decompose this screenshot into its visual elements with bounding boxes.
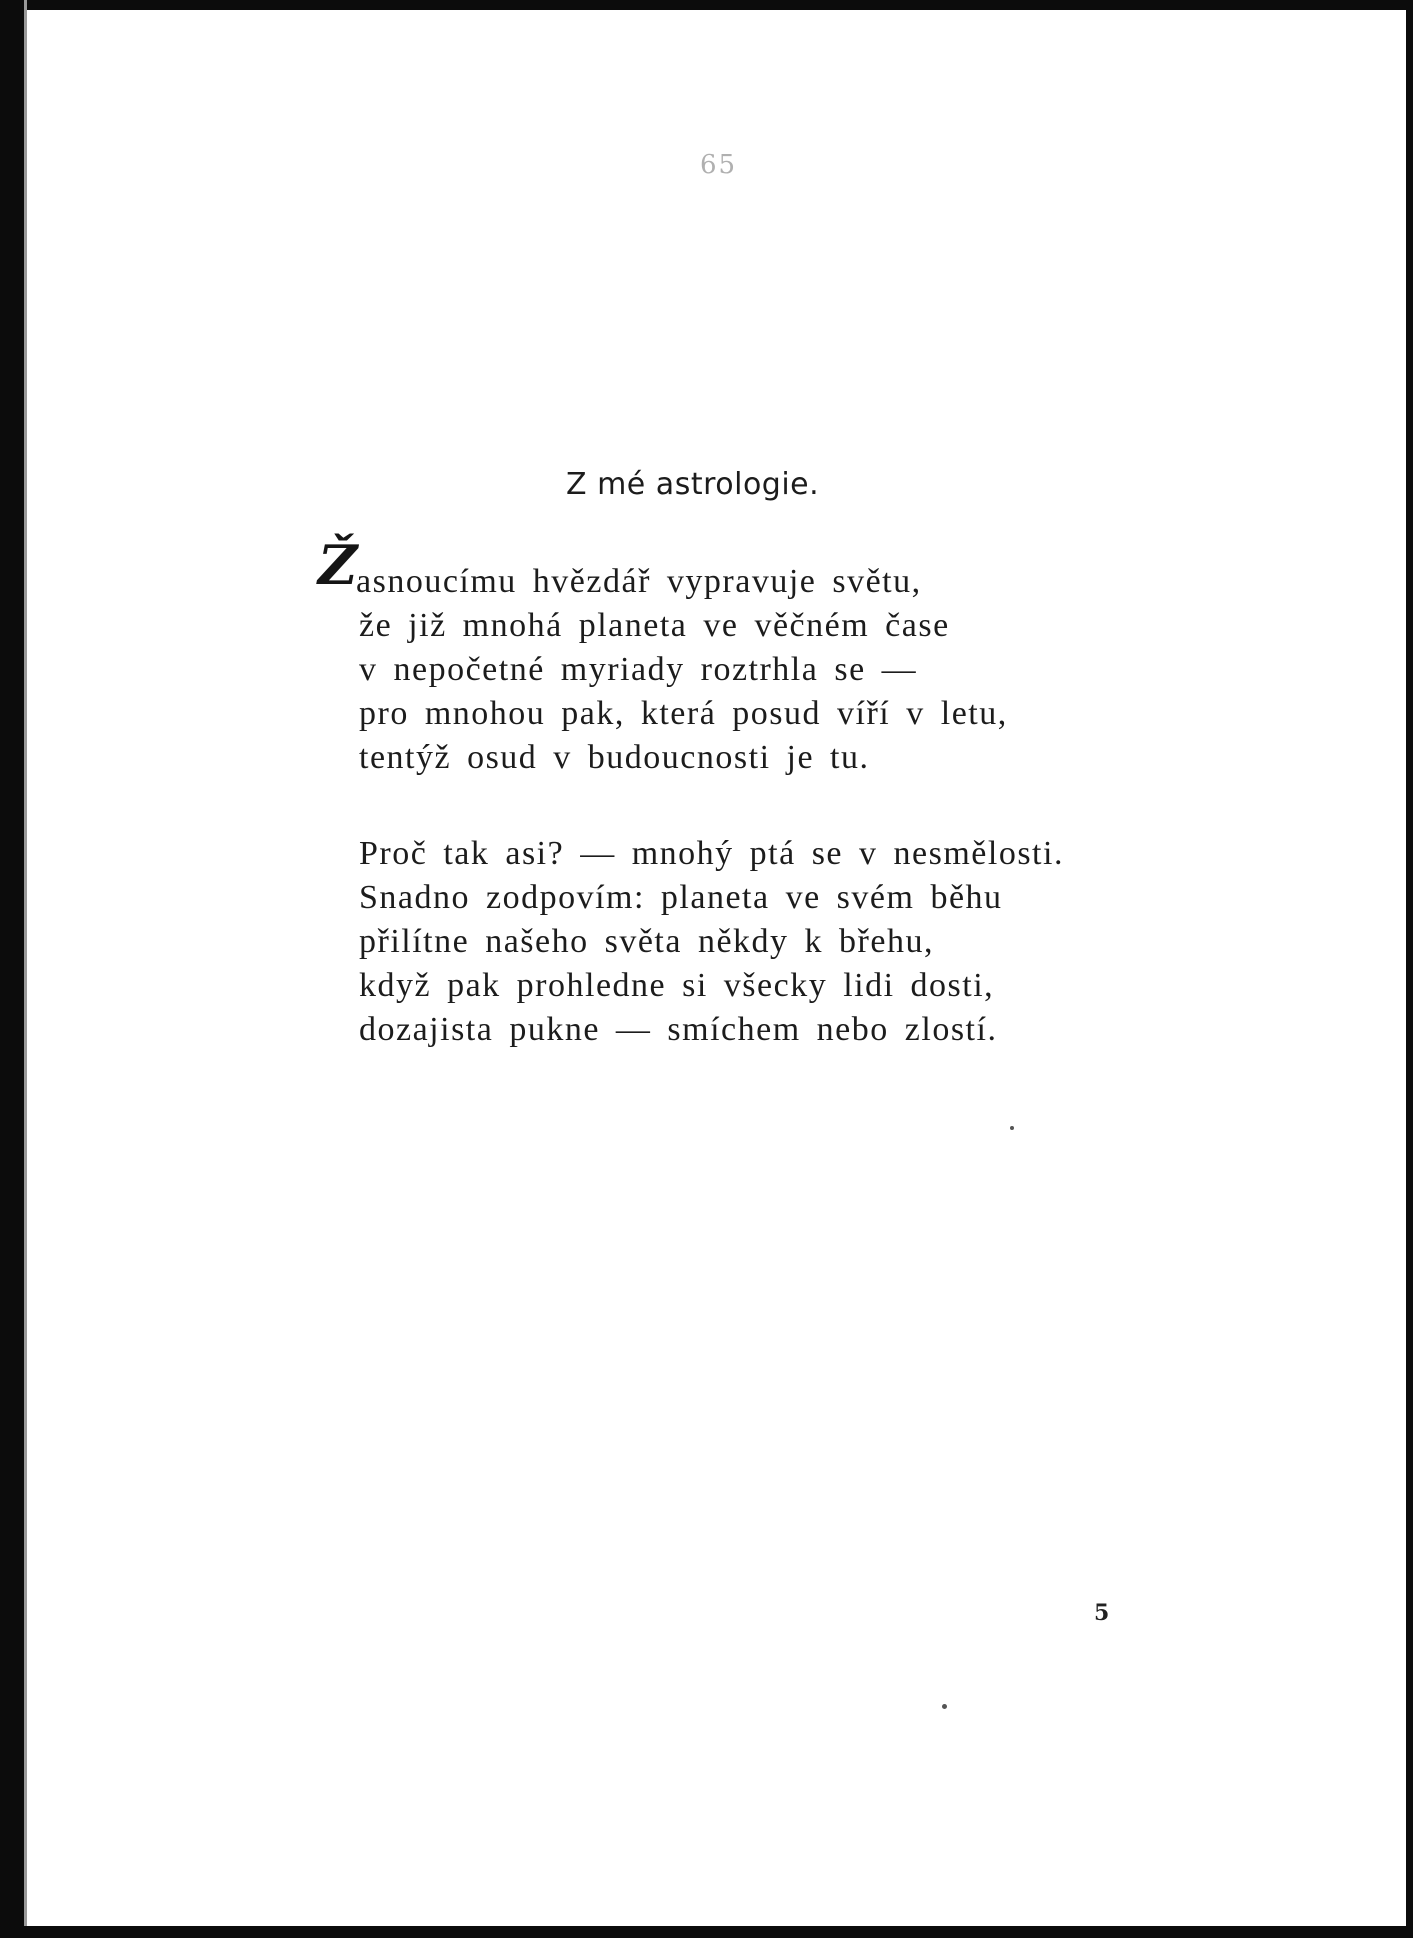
scan-speck (1010, 1126, 1014, 1130)
verse-line: přilítne našeho světa někdy k břehu, (359, 923, 934, 960)
verse-line: že již mnohá planeta ve věčném čase (359, 607, 950, 644)
poem-title: Z mé astrologie. (566, 467, 820, 502)
stanza-1 (356, 560, 1008, 780)
verse-line: dozajista pukne — smíchem nebo zlostí. (359, 1011, 998, 1048)
verse-line: v nepočetné myriady roztrhla se — (359, 651, 918, 688)
scan-border-bottom (0, 1926, 1413, 1938)
verse-line: pro mnohou pak, která posud víří v letu, (359, 695, 1008, 732)
scan-speck (942, 1704, 947, 1709)
printer-signature-mark: 5 (1094, 1600, 1110, 1626)
verse-line: když pak prohledne si všecky lidi dosti, (359, 967, 995, 1004)
scan-border-left-shadow (24, 0, 27, 1938)
drop-cap-initial: Ž (318, 533, 358, 597)
verse-line: tentýž osud v budoucnosti je tu. (359, 739, 870, 776)
verse-line: Proč tak asi? — mnohý ptá se v nesmělosti. (359, 835, 1064, 872)
scan-border-right (1406, 0, 1413, 1938)
scan-border-top (0, 0, 1413, 10)
verse-line: asnoucímu hvězdář vypravuje světu, (356, 563, 922, 600)
page-number: 65 (700, 150, 738, 180)
verse-line: Snadno zodpovím: planeta ve svém běhu (359, 879, 1003, 916)
stanza-2 (359, 832, 1064, 1052)
scan-border-left (0, 0, 24, 1938)
